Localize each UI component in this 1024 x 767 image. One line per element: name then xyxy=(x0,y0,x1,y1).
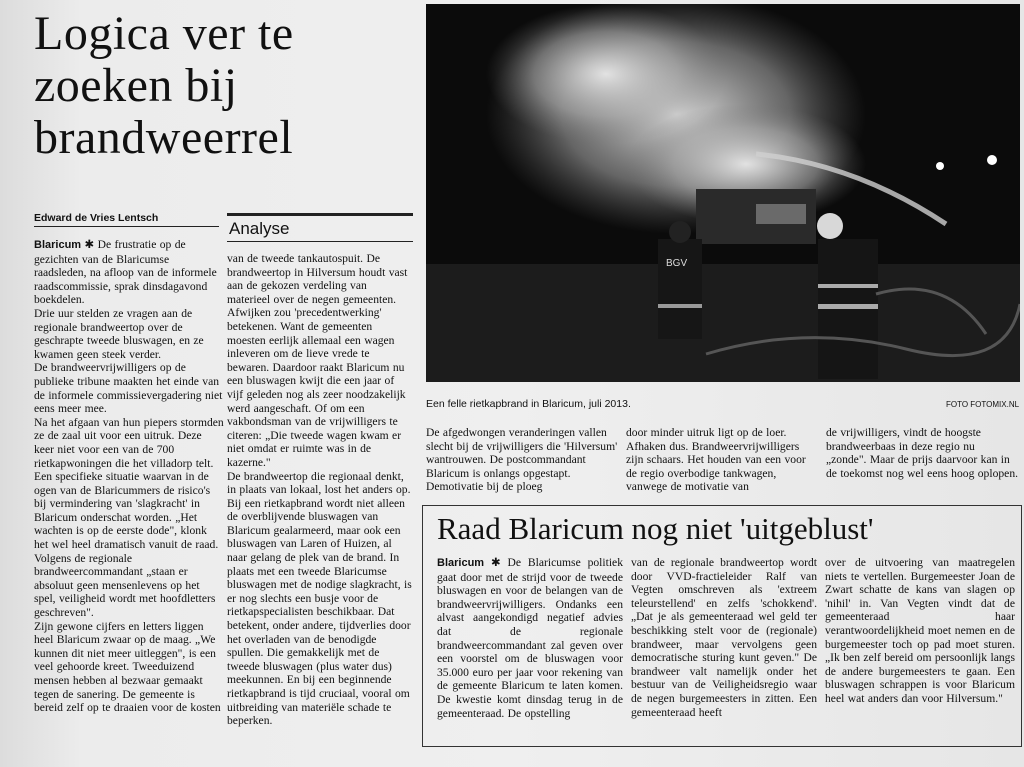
article-column-4: door minder uitruk ligt op de loer. Afhaken dus. Brandweervrijwilligers zijn schaars. Het houden van een voor de regio overbodige tankwagen, vanwege de motivatie van xyxy=(626,426,806,494)
paragraph: Na het afgaan van hun piepers stormden ze de zaal uit voor een uitruk. Deze keer niet voor een van de 700 rietkapwoningen die het villadorp telt. xyxy=(34,415,224,470)
byline: Edward de Vries Lentsch xyxy=(34,212,219,227)
dateline-star: ✱ xyxy=(484,556,508,569)
sidebar-article-box xyxy=(422,505,1022,747)
box-column-3: over de uitvoering van maatregelen niets te vertellen. Burgemeester Joan de Zwart schatte de kans van slagen op 'nihil' in. Van Vegten vindt dat de gemeenteraad haar verantwoordelijkheid moet nemen en de burgemeester toch op pad moet sturen. „Ik ben zelf bereid om persoonlijk langs de andere burgemeesters te gaan. Een bluswagen schrappen is voor Blaricum heel wat anders dan voor Hilversum." xyxy=(825,556,1015,705)
paragraph xyxy=(34,238,224,307)
paragraph: Zijn gewone cijfers en letters liggen heel Blaricum zwaar op de maag. „We kunnen dit niet meer uitleggen", is een veel gehoorde kreet. Tweeduizend mensen hebben al bezwaar gemaakt tegen de sanering. De gemeente is bereid zelf op te draaien voor de kosten xyxy=(34,619,221,715)
box-column-2: van de regionale brandweertop wordt door VVD-fractieleider Ralf van Vegten omschreven als 'extreem teleurstellend' en zelfs 'schokkend'. „Dat je als gemeenteraad wel geld ter beschikking stelt voor de (regionale) brandweer, maar vervolgens geen democratische sturing kunt geven." De brandweer valt namelijk onder het bestuur van de Veiligheidsregio waar de negen burgemeesters in zitten. Een gemeenteraad heeft xyxy=(631,556,817,719)
paragraph: van de tweede tankautospuit. De brandweertop in Hilversum houdt vast aan de gekozen verdeling van materieel over de negen gemeenten. Afwijken zou 'precedentwerking' betekenen. Want de gemeenten moesten eerlijk allemaal een wagen inleveren om de lieve vrede te bewaren. Daardoor raakt Blaricum nu een bluswagen kwijt die een jaar of vijf geleden nog als zeer noodzakelijk werd aangeschaft. Of om een vakbondsman van de vrijwilligers te citeren: „Die tweede wagen kwam er niet omdat er ruimte was in de kazerne." xyxy=(227,252,408,469)
dateline-star: ✱ xyxy=(81,238,98,251)
box-column-1 xyxy=(437,556,623,720)
street-light xyxy=(936,162,944,170)
ground xyxy=(426,264,1020,382)
paragraph: Drie uur stelden ze vragen aan de regionale brandweertop over de geschrapte tweede bluswagen, en ze kwamen geen steek verder. xyxy=(34,306,204,361)
article-column-1 xyxy=(34,238,224,715)
box-text: De Blaricumse politiek gaat door met de strijd voor de tweede bluswagen en voor de belangen van de brandweervrijwilligers. Ondanks een alvast aangekondigd negatief advies dat de regionale brandweercommandant zal geven over een voorstel om de bluswagen voor 35.000 euro per jaar voor rekening van de gemeente Blaricum te laten komen. De kwestie komt dinsdag terug in de gemeenteraad. De opstelling xyxy=(437,556,623,720)
paragraph: De brandweertop die regionaal denkt, in plaats van lokaal, lost het anders op. Bij een rietkapbrand wordt niet alleen de overblijvende bluswagen van Blaricum gealarmeerd, maar ook een bluswagen van Laren of Huizen, al naar gelang de plek van de brand. In plaats met een tweede Blaricumse bluswagen met de nodige slagkracht, is er nog slechts een busje voor de rietkapspecialisten beschikbaar. Dat betekent, onder andere, tijdverlies door het overladen van de benodigde spullen. Die gemakkelijk met de tweede bluswagen (plus water dus) meekunnen. En bij een beginnende rietkapbrand is tijd cruciaal, vooral om uitbreiding van materiële schade te beperken. xyxy=(227,469,412,728)
article-headline: Logica ver te zoeken bij brandweerrel xyxy=(34,7,294,164)
photo-credit: FOTO FOTOMIX.NL xyxy=(946,400,1020,409)
photo-caption: Een felle rietkapbrand in Blaricum, juli 2013. xyxy=(426,398,631,410)
article-column-5: de vrijwilligers, vindt de hoogste brandweerbaas in deze regio nu „zonde". Maar de prijs daarvoor kan in de toekomst nog wel eens hoog oplopen. xyxy=(826,426,1019,480)
box-dateline: Blaricum xyxy=(437,557,485,569)
paragraph: Een specifieke situatie waarvan in de ogen van de Blaricummers de risico's bij vermindering van 'slagkracht' in Blaricum onderschat worden. „Het wachten is op de eerste dode", klonk het wel heel dramatisch vanuit de raad. Volgens de regionale brandweercommandant „staan er absoluut geen mensenlevens op het spel, veiligheid wordt met hoofdletters geschreven". xyxy=(34,470,219,620)
paragraph-text: De frustratie op de gezichten van de Blaricumse raadsleden, na afloop van de informele raadscommissie, sprak dinsdagavond boekdelen. xyxy=(34,238,217,307)
dateline: Blaricum xyxy=(34,239,82,251)
photo-illustration xyxy=(426,4,1020,382)
svg-text:BGV: BGV xyxy=(666,258,688,269)
paragraph: De brandweervrijwilligers op de publieke tribune maakten het einde van de informele commissievergadering niet eens meer mee. xyxy=(34,361,223,416)
article-column-2 xyxy=(227,252,413,728)
box-headline: Raad Blaricum nog niet 'uitgeblust' xyxy=(437,511,874,546)
news-photo-fire xyxy=(426,4,1020,382)
section-label: Analyse xyxy=(227,213,413,242)
article-column-3: De afgedwongen veranderingen vallen slecht bij de vrijwilligers die 'Hilversum' wantrouwen. De postcommandant Blaricum is onlangs opgestapt. Demotivatie bij de ploeg xyxy=(426,426,618,494)
